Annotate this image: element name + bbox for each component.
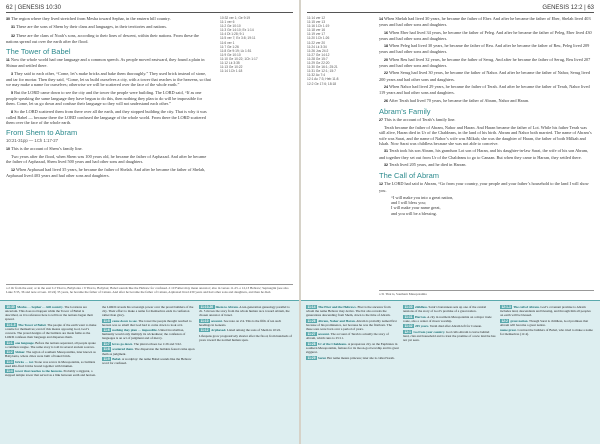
verse-text: When Eber had lived 34 years, he became the father of Peleg. And after he became the father of Peleg, Eber lived 430 years and had other sons and daughters. <box>379 29 592 41</box>
verse-paragraph <box>6 146 212 152</box>
scripture-text <box>6 16 212 180</box>
study-notes <box>0 300 299 444</box>
cross-reference: 11:3 Ge 14:10; Ex 1:14 <box>220 28 254 33</box>
cross-reference: 11:19 ver 17 <box>307 32 326 37</box>
note-reference: 11:31 <box>404 314 413 319</box>
verse-text: They said to each other, “Come, let’s make bricks and bake them thoroughly.” They used brick instead of stone, and tar for mortar. Then they said, “Come, let us build ourselves a city, with a tower that reaches to the heavens, so that we may make a name for ourselves; otherwise we will be scattered over the face of the whole earth.” <box>6 70 211 88</box>
verse-paragraph <box>379 125 594 146</box>
note-title: one language. <box>15 340 35 345</box>
note-text: Abram is probably named first because of his prominence, not because he was the firstborn. The three sons were born over a period of years. <box>306 318 397 331</box>
study-note <box>306 305 399 317</box>
verse-paragraph <box>379 43 594 55</box>
verse-number: 27 <box>379 117 383 122</box>
cross-reference: 11:26 Jos 24:2 <box>307 48 329 53</box>
note-text: The people of the earth want to make a name for themselves; even if this means opposing God, God’s concern. The proud designs of the builders are made futile as the LORD confuses their language and disperses them. <box>5 322 97 340</box>
note-text: God calls Abram to leave behind land, clan and household and to trust the promise of a new land he has not yet seen. <box>403 329 496 342</box>
note-reference: 11:4 <box>6 369 13 374</box>
note-reference: 11:14 <box>307 305 316 309</box>
note-reference: 11:30 <box>404 305 413 309</box>
cross-reference: 11:29 Ge 22:20 <box>307 61 330 66</box>
note-text: The account of Terah is actually the story of Abram, which runs to 25:11. <box>306 332 389 341</box>
note-text: Contrast the builders of Babel, who tried to make a name for themselves (11:4). <box>500 328 593 337</box>
verse-number: 10 <box>6 146 10 151</box>
note-reference: 11:8 <box>103 347 110 352</box>
note-title: The call of Abram. <box>513 305 540 309</box>
verse-text: Terah lived 205 years, and he died in Harran. <box>389 161 467 167</box>
verse-number: 12 <box>11 167 15 172</box>
verse-paragraph <box>6 154 212 165</box>
note-title: Babel. <box>112 356 122 361</box>
verse-paragraph <box>379 70 594 82</box>
note-title: account. <box>317 332 330 337</box>
note-title: came down to see. <box>112 318 138 323</box>
cross-reference: 11:15 ver 13 <box>307 20 326 25</box>
verse-paragraph <box>6 16 212 22</box>
verse-paragraph <box>379 117 594 123</box>
verse-number: 14 <box>379 17 383 21</box>
note-text: Her name means princess; later she is called Sarah. <box>327 355 395 360</box>
note-text: the LORD reveals his sovereign power over the proud builders of the city. Their effort to make a name for themselves ends in confusion rather than glory. <box>102 305 194 318</box>
note-title: Arphaxad. <box>210 328 227 333</box>
note-title: scattered them. <box>112 347 134 352</box>
note-text: The locations are uncertain. This does not happen while the Tower of Babel is described, as it is reference here to tell how the nations began their spread. <box>5 305 93 322</box>
note-reference: 11:2 <box>6 350 13 355</box>
study-notes-column <box>5 305 98 443</box>
study-note <box>5 323 98 339</box>
running-head-text: GENESIS 12:2 | 63 <box>542 5 594 11</box>
note-reference: 11:9 <box>103 356 110 361</box>
right-page <box>301 0 600 444</box>
study-note <box>500 305 594 317</box>
verse-paragraph <box>6 167 212 179</box>
verse-text: Two years after the flood, when Shem was 100 years old, he became the father of Arphaxad. And after he became the father of Arphaxad, Shem lived 500 years and had other sons and daughters. <box>6 154 207 165</box>
note-text: Though Sarai is childless, God promises that Abram will become a great nation. <box>500 318 589 327</box>
verse-text: The region where they lived stretched from Mesha toward Sephar, in the eastern hill country. <box>11 16 171 21</box>
verse-paragraph <box>6 33 212 45</box>
study-note <box>500 319 594 327</box>
note-title: childless. <box>414 305 428 309</box>
study-note <box>199 305 293 317</box>
note-reference: 12:1-3 <box>501 305 511 309</box>
note-reference: 11:6 <box>103 328 110 333</box>
verse-text: Terah took his son Abram, his grandson Lot son of Haran, and his daughter-in-law Sarai, the wife of his son Abram, and together they set out from Ur of the Chaldeans to go to Canaan. But when they came to Harran, they settled there. <box>379 148 589 160</box>
cross-reference: 11:27 Ge 14:12 <box>307 52 330 57</box>
cross-reference: 11:24 Lk 3:34 <box>307 44 327 49</box>
note-text: Lifespans grow progressively shorter after the flood, from hundreds of years toward the normal human span. <box>199 333 293 342</box>
verse-paragraph <box>379 98 594 104</box>
verse-text: When Nahor had lived 29 years, he became the father of Terah. And after he became the father of Terah, Nahor lived 119 years and had other sons and daughters. <box>379 83 590 96</box>
note-title: name great. <box>500 328 517 333</box>
verse-paragraph <box>6 57 212 69</box>
cross-reference: 11:28 Ge 15:7 <box>307 56 328 61</box>
verse-paragraph <box>379 57 594 69</box>
verse-paragraph <box>379 84 594 96</box>
study-note <box>199 334 293 342</box>
cross-reference: 11:18 ver 16 <box>307 28 326 33</box>
study-note <box>199 319 293 327</box>
verse-text: This is the account of Shem’s family line. <box>11 145 83 151</box>
note-reference: 11:3 <box>6 359 13 364</box>
note-text: United in rebellion, humanity would only multiply its wickedness; the confusion of languages is an act of judgment and of mercy. <box>102 328 186 341</box>
note-reference: 11:29 <box>307 355 316 360</box>
cross-reference: 11:31 Ge 12:1; 15:7 <box>307 69 336 74</box>
verse-number: 8 <box>11 109 13 114</box>
verse-paragraph <box>379 181 594 193</box>
section-heading: The Tower of Babel <box>6 47 71 57</box>
verse-number: 18 <box>384 44 388 49</box>
study-note <box>102 357 195 365</box>
note-reference: 11:10 <box>200 318 209 323</box>
note-text: Stone was scarce in Mesopotamia, so builders used kiln-fired bricks bound together with bitumen. <box>5 359 96 368</box>
translation-footnotes: a 31 That is, Southern Mesopotamia <box>379 290 594 296</box>
verse-paragraph <box>379 30 594 42</box>
parallel-passage-ref: 10:21-31pp — 1Ch 1:17-27 <box>6 138 59 144</box>
note-title: Harran. <box>414 314 427 319</box>
note-title: nothing they plan … impossible. <box>112 328 158 333</box>
note-text: The tower the people thought reached to heaven was so small that God had to come down to look at it. <box>102 318 192 327</box>
note-title: Abram, Nahor and Haran. <box>317 318 356 323</box>
study-note <box>102 342 195 346</box>
note-text: Eber is the ancestor from whom the name Hebrew may derive. The list also reveals the generations descending from Shem, down to the time of Abram. <box>306 305 391 318</box>
cross-reference: 11:10 Ge 10:22; 1Ch 1:17 <box>220 56 258 61</box>
study-notes <box>301 300 600 444</box>
section-heading: Abram’s Family <box>379 106 431 116</box>
verse-number: 11 <box>6 58 10 63</box>
note-reference: 11:1 <box>6 340 13 345</box>
cross-reference: 11:1 ver 6 <box>220 20 235 25</box>
note-reference: 11:5 <box>103 318 110 323</box>
section-heading: The Call of Abram <box>379 171 440 181</box>
verse-text: When Shelah had lived 30 years, he became the father of Eber. And after he became the father of Eber, Shelah lived 403 years and had other sons and daughters. <box>379 16 591 28</box>
poetry-line: and you will be a blessing. <box>391 210 437 216</box>
study-note <box>403 330 496 342</box>
verse-paragraph <box>6 109 212 126</box>
note-text: The plural echoes Ge 1:26 and 3:22. <box>133 341 182 346</box>
note-title: Go from your country. <box>413 329 446 334</box>
study-note <box>5 350 98 358</box>
verse-number: 30 <box>6 17 10 21</box>
study-note <box>102 305 195 317</box>
poetry-block <box>379 195 594 216</box>
verse-text: When Serug had lived 30 years, he became the father of Nahor. And after he became the father of Nahor, Serug lived 200 years and had other sons and daughters. <box>379 70 590 82</box>
translation-footnotes: a 2 Or from the east; or in the east b 2 That is, Babylonia c 9 That is, Babylon; Babel sounds like the Hebrew for confused. d 10 Father may mean ancestor; also in verses 11-25. e 12,13 Hebrew; Septuagint (see also Luke 3:35, 36 and note at Gen. 10:24) 35 years, he became the father of Cainan. And after he became the father of Cainan, Arphaxad lived 430 years and had other sons and daughters, and then he died. <box>6 284 293 294</box>
verse-paragraph <box>6 90 212 107</box>
cross-reference: 11:7 Ge 1:26 <box>220 44 239 49</box>
note-text: God’s covenant promise to Abram includes land, descendants and blessing, and through him all peoples on earth will be blessed. <box>500 305 591 318</box>
note-reference: 11:12 <box>200 328 209 333</box>
note-reference: 11:7 <box>103 341 110 346</box>
note-title: great nation. <box>510 318 529 323</box>
note-reference: 11:26 <box>307 318 316 323</box>
study-note <box>306 356 399 360</box>
note-reference: 12:2 <box>501 318 508 323</box>
study-note <box>306 319 399 331</box>
note-text: Sarai’s barrenness sets up one of the central tensions of the story of God’s promise of a great nation. <box>403 305 487 314</box>
verse-text: When Reu had lived 32 years, he became the father of Serug. And after he became the father of Serug, Reu lived 207 years and had other sons and daughters. <box>379 56 591 69</box>
note-text: The region of southern Mesopotamia, later known as Babylonia, where cities were built of baked brick. <box>5 350 96 359</box>
note-title: Ur of the Chaldeans. <box>317 341 348 346</box>
note-text: A city in northern Mesopotamia on a major trade route, also a center of moon worship. <box>403 314 492 323</box>
cross-reference: 11:32 Ac 7:4 <box>307 73 326 78</box>
verse-text: This is the account of Terah’s family line. <box>384 116 456 122</box>
cross-references <box>220 16 294 73</box>
cross-reference: 11:20 1Ch 1:26 <box>307 36 330 41</box>
verse-text: When Peleg had lived 30 years, he became the father of Reu. And after he became the father of Reu, Peleg lived 209 years and had other sons and daughters. <box>379 43 590 55</box>
study-note <box>5 360 98 368</box>
verse-text: Now the whole world had one language and a common speech. As people moved eastward, they found a plain in Shinar and settled there. <box>6 57 205 69</box>
cross-reference: 11:30 Ge 16:1; 25:21 <box>307 65 338 70</box>
study-note <box>500 328 594 336</box>
cross-reference: 11:13 Ge 10:22 <box>220 65 243 70</box>
verse-paragraph <box>379 162 594 168</box>
note-text: A prosperous city on the Euphrates in southern Mesopotamia, famous for its moon-god worship and its great ziggurat. <box>306 341 399 355</box>
note-reference: 11:10-26 <box>200 305 214 309</box>
study-note <box>306 342 399 354</box>
poetry-line: and I will bless you; <box>391 200 426 206</box>
cross-reference: 12:1 Ac 7:3; Heb 11:8 <box>307 77 339 82</box>
note-title: Sarai. <box>317 355 327 360</box>
note-text: A wordplay: the name Babel sounds like the Hebrew word for confused. <box>102 356 192 366</box>
note-title: The Tower of Babel. <box>18 322 47 327</box>
verse-number: 22 <box>384 71 388 76</box>
study-note <box>403 324 496 328</box>
note-text: Terah died after Abram left for Canaan. <box>429 324 482 329</box>
verse-text: But the LORD came down to see the city and the tower the people were building. The LORD said, “If as one people speaking the same language they have begun to do this, then nothing they plan to do will be impossible for them. Come, let us go down and confuse their language so they will not understand each other.” <box>6 89 203 107</box>
verse-text: After Terah had lived 70 years, he became the father of Abram, Nahor and Haran. <box>388 97 530 103</box>
cross-reference: 11:9 Ge 10:10 <box>220 52 241 57</box>
note-text: Probably a ziggurat, a stepped temple tower that served as a link between earth and heaven. <box>5 369 96 378</box>
verse-paragraph <box>6 71 212 88</box>
verse-paragraph <box>379 148 594 160</box>
note-reference: 11:28 <box>307 341 316 346</box>
verse-number: 12 <box>379 182 383 187</box>
verse-text: So the LORD scattered them from there over all the earth, and they stopped building the city. That is why it was called Babel — because there the LORD confused the language of the whole world. From there the LORD scattered them over the face of the whole earth. <box>6 108 207 126</box>
note-title: The Eber and the Hebrews. <box>317 305 357 309</box>
cross-reference: 11:22 ver 20 <box>307 40 326 45</box>
note-reference: 10:30 <box>6 305 15 309</box>
note-title: let us go down. <box>112 341 134 346</box>
note-text: A ten-generation genealogy parallel to ch. 5 moves the story from the whole human race toward Abram, the chosen ancestor of Israel. <box>199 305 290 318</box>
note-text: See note on 2:4. This is the fifth of ten such headings in Genesis. <box>199 318 282 327</box>
verse-number: 32 <box>11 33 15 38</box>
study-note <box>102 328 195 340</box>
cross-reference: 11:12 Lk 3:35 <box>220 61 240 66</box>
study-notes-column <box>500 305 594 443</box>
study-note <box>5 341 98 349</box>
study-notes-column <box>102 305 195 443</box>
verse-number: 31 <box>11 25 15 30</box>
cross-reference: 11:4 Dt 1:28; 9:1 <box>220 32 245 37</box>
note-text: Listed among the sons of Shem in 10:22. <box>226 328 281 333</box>
study-notes-column <box>199 305 293 443</box>
running-head-text: 62 | GENESIS 10:30 <box>6 5 61 11</box>
cross-reference: 12:2 Ge 17:6; 18:18 <box>307 81 337 86</box>
note-title: bricks … tar. <box>15 359 34 364</box>
study-note <box>102 347 195 355</box>
note-title: account. <box>210 318 223 323</box>
header-rule <box>307 12 594 13</box>
cross-reference: 11:2 Ge 10:10 <box>220 24 241 29</box>
note-title: Mesha … Sephar … hill country. <box>17 305 64 309</box>
cross-reference: 11:6 ver 1 <box>220 40 235 45</box>
cross-reference: 11:14 ver 12 <box>307 16 326 20</box>
verse-paragraph <box>379 16 594 28</box>
verse-text: These are the sons of Shem by their clans and languages, in their territories and nations. <box>16 24 167 30</box>
study-notes-column <box>306 305 399 443</box>
study-note <box>102 319 195 327</box>
header-rule <box>6 12 293 13</box>
verse-text: Terah became the father of Abram, Nahor and Haran. And Haran became the father of Lot. While his father Terah was still alive, Haran died in Ur of the Chaldeans, in the land of his birth. Abram and Nahor both married. The name of Abram’s wife was Sarai, and the name of Nahor’s wife was Milkah; she was the daughter of Haran, the father of both Milkah and Iskah. Now Sarai was childless because she was not able to conceive. <box>379 125 592 147</box>
verse-number: 16 <box>384 30 388 35</box>
verse-text: When Arphaxad had lived 35 years, he became the father of Shelah. And after he became the father of Shelah, Arphaxad lived 403 years and had other sons and daughters. <box>6 166 206 178</box>
scripture-text <box>379 16 594 218</box>
study-note <box>306 332 399 340</box>
cross-reference: 11:16 1Ch 1:19 <box>307 24 330 29</box>
cross-reference: 10:32 ver 1; Ge 9:19 <box>220 16 251 20</box>
study-notes-column <box>403 305 496 443</box>
poetry-line: “I will make you into a great nation, <box>391 194 454 200</box>
cross-references <box>307 16 373 86</box>
note-title: 205 years. <box>414 324 430 329</box>
study-note <box>403 305 496 313</box>
verse-number: 5 <box>11 90 13 95</box>
note-reference: 11:1-9 <box>6 322 16 327</box>
section-heading: From Shem to Abram <box>6 128 78 138</box>
cross-reference: 11:5 ver 7; Ex 3:8; 19:11 <box>220 36 256 41</box>
verse-number: 26 <box>384 98 388 103</box>
verse-number: 24 <box>384 84 388 89</box>
note-title: Shinar. <box>15 350 26 355</box>
note-text: The dispersion the builders feared came upon them as judgment. <box>102 347 195 356</box>
study-note <box>5 369 98 377</box>
cross-reference: 11:8 Ge 9:19; Lk 1:51 <box>220 48 252 53</box>
verse-text: The LORD had said to Abram, “Go from your country, your people and your father’s household to the land I will show you. <box>379 181 589 193</box>
study-note <box>199 328 293 332</box>
poetry-line: I will make your name great, <box>391 205 441 211</box>
verse-number: 3 <box>11 71 13 76</box>
note-text: Before the nations separated, all people spoke a common tongue. The same story is told in several ancient sources. <box>5 340 96 349</box>
note-title: tower that reaches to the heavens. <box>15 369 63 374</box>
note-reference: 12:1 <box>404 329 411 334</box>
study-note <box>403 315 496 323</box>
verse-text: These are the clans of Noah’s sons, according to their lines of descent, within their nations. From these the nations spread out over the earth after the flood. <box>6 32 199 44</box>
note-title: Shem to Abram. <box>215 305 239 309</box>
verse-number: 31 <box>384 149 388 154</box>
study-note <box>5 305 98 321</box>
cross-reference: 11:14 1Ch 1:18 <box>220 69 243 74</box>
verse-number: 20 <box>384 57 388 62</box>
verse-number: 32 <box>384 162 388 167</box>
note-reference: 11:27 <box>307 332 316 337</box>
verse-paragraph <box>6 24 212 30</box>
left-page <box>0 0 299 444</box>
note-reference: 11:32 <box>404 324 413 329</box>
